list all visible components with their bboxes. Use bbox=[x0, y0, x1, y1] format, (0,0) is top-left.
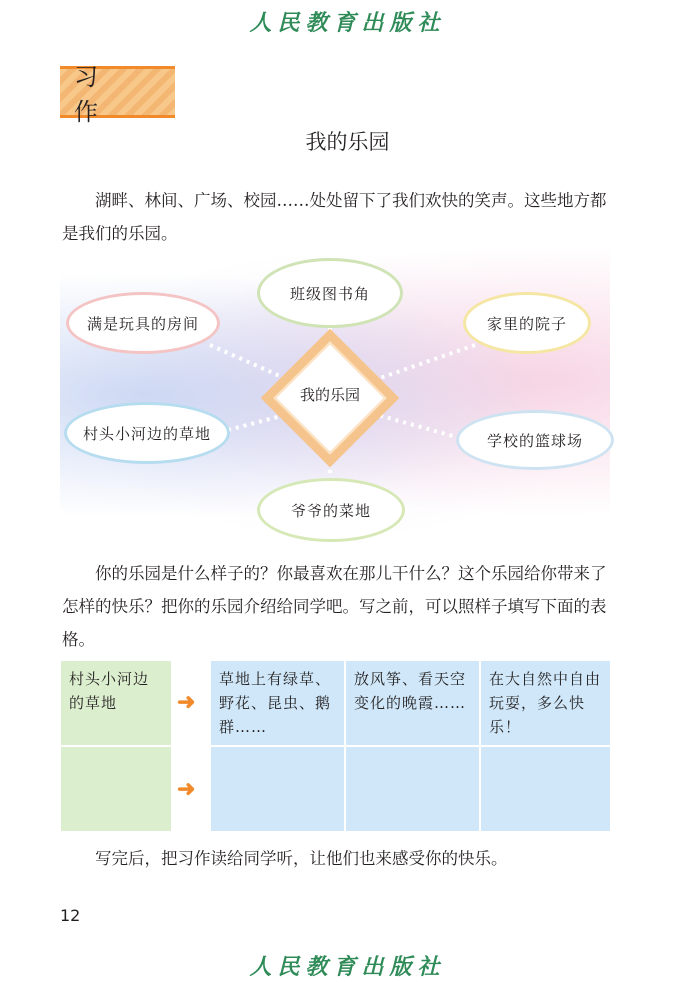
arrow-right-icon: ➜ bbox=[177, 776, 196, 802]
scene-cell: 草地上有绿草、野花、昆虫、鹅群…… bbox=[219, 670, 332, 736]
place-column bbox=[61, 661, 171, 831]
place-cell: 村头小河边的草地 bbox=[69, 670, 150, 712]
activity-cell: 放风筝、看天空变化的晚霞…… bbox=[354, 670, 467, 712]
instruction-paragraph: 你的乐园是什么样子的？你最喜欢在那儿干什么？这个乐园给你带来了怎样的快乐？把你的乐园介绍给同学吧。写之前，可以照样子填写下面的表格。 bbox=[62, 564, 607, 649]
intro-paragraph: 湖畔、林间、广场、校园……处处留下了我们欢快的笑声。这些地方都是我们的乐园。 bbox=[62, 191, 607, 243]
bubble-grandpa-vegetable-plot: 爷爷的菜地 bbox=[257, 478, 405, 542]
row-divider bbox=[211, 745, 610, 747]
section-label-text: 习 作 bbox=[74, 63, 116, 126]
mind-map bbox=[60, 250, 610, 540]
publisher-footer: 人民教育出版社 bbox=[249, 954, 446, 980]
section-label bbox=[60, 63, 175, 126]
center-label: 我的乐园 bbox=[299, 386, 360, 404]
bubble-school-basketball-court: 学校的篮球场 bbox=[456, 410, 614, 470]
row-divider bbox=[61, 745, 171, 747]
page-number: 12 bbox=[60, 906, 81, 925]
bubble-toy-room: 满是玩具的房间 bbox=[66, 292, 220, 354]
feeling-cell: 在大自然中自由玩耍，多么快乐！ bbox=[489, 670, 602, 736]
closing-paragraph: 写完后，把习作读给同学听，让他们也来感受你的快乐。 bbox=[95, 849, 508, 868]
details-grid bbox=[211, 661, 610, 831]
bubble-riverside-meadow: 村头小河边的草地 bbox=[64, 402, 230, 464]
arrow-right-icon: ➜ bbox=[177, 689, 196, 715]
publisher-header: 人民教育出版社 bbox=[249, 10, 446, 36]
page-title: 我的乐园 bbox=[305, 130, 390, 154]
bubble-home-yard: 家里的院子 bbox=[463, 292, 591, 354]
bubble-class-reading-corner: 班级图书角 bbox=[257, 258, 403, 328]
